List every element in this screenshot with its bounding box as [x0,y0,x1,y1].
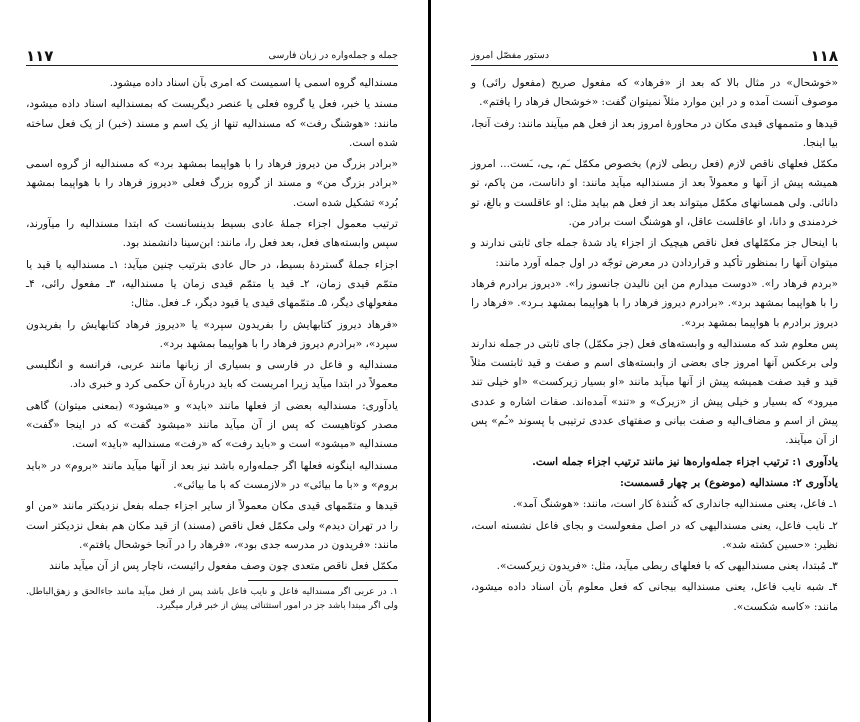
paragraph: مکمّل فعل ناقص متعدی چون وصف مفعول رائیست، ناچار پس از آن میآید مانند [49,560,398,573]
left-page-body [26,74,398,578]
paragraph: قیدها و متمّمهای قیدی مکان معمولاً از سایر اجزاء جمله بفعل نزدیکتر مانند «من او را در تهران دیدم» ولی مکمّل فعل ناقص (مسند) از قید مکان هم بفعل نزدیکتر است مانند: «فریدون در مدرسه جدی بود»، «فرهاد را در آنجا خوشحال یافتم». [26,500,398,551]
list-item: ۱ـ فاعل، یعنی مسندالیه جانداری که کُنندهٔ کار است، مانند: «هوشنگ آمد». [512,498,838,511]
page-number: ۱۱۷ [26,47,54,65]
running-title: دستور مفصّل امروز [471,50,550,61]
list-item: ۴ـ شبه نایب فاعل، یعنی مسندالیه بیجانی که فعل معلوم بآن اسناد داده میشود، مانند: «کاسه شکست». [471,581,838,613]
left-page [0,0,428,722]
right-page [431,0,860,722]
list-item: ۳ـ مُبتدا، یعنی مسندالیهی که با فعلهای ربطی میآید، مثل: «فریدون زیرکست». [496,560,838,573]
paragraph: قیدها و متممهای قیدی مکان در محاورهٔ امروز بعد از فعل هم میآیند مانند: رفت آنجا، بیا اینجا. [471,117,838,149]
paragraph: یادآوری: مسندالیه بعضی از فعلها مانند «باید» و «میشود» (بمعنی میتوان) گاهی مصدر کوتاهیست که پس از آن میآید مانند «میشود گفت» که در اینجا «گفت» مسندالیه «میشود» است و «باید رفت» که «رفت» مسندالیه «باید» است. [26,399,398,451]
paragraph: «برادر بزرگ من دیروز فرهاد را با هواپیما بمشهد برد» که مسندالیه از گروه اسمی «برادر بزرگ من» و مسند از گروه بزرگ فعلی «دیروز فرهاد را با هواپیما بمشهد بُرد» تشکیل شده است. [26,158,398,209]
paragraph: مکمّل فعلهای ناقص لازم (فعل ربطی لازم) بخصوص مکمّل ـَم، ـِی، ـَست... امروز همیشه پیش از آنها و معمولاً بعد از مسندالیه میآید مانند: او داناست، من پاکم، تو دانائی. ولی همسانهای مکمّل میتواند بعد از فعل هم بیاید مثل: او عاقلست و بالغ، تو خردمندی و دانا، او عاقلست عاقل، او هوشنگ است برادر من. [471,158,838,229]
paragraph: اجزاء جملهٔ گستردهٔ بسیط، در حال عادی بترتیب چنین میآید: ۱ـ مسندالیه یا قید یا متمّم قیدی زمان، ۲ـ قید یا متمّم قیدی زمان یا مسندالیه، ۳ـ مفعول رائی، ۴ـ مفعولهای دیگر، ۵ـ متمّمهای قیدی یا قیود دیگر، ۶ـ فعل. مثال: [26,258,398,310]
paragraph: با اینحال جز مکمّلهای فعل ناقص هیچیک از اجزاء یاد شدهٔ جمله جای ثابتی ندارند و میتوان آنها را بمنظور تأکید و قراردادن در معرض توجّه در اول جمله آورد مانند: [471,237,838,269]
note-paragraph: یادآوری ۱: ترتیب اجزاء جمله‌واره‌ها نیز مانند ترتیب اجزاء جمله است. [532,455,838,468]
list-item: ۲ـ نایب فاعل، یعنی مسندالیهی که در اصل مفعولست و بجای فاعل نشسته است، نظیر: «حسین کشته شد». [471,519,838,551]
left-page-header [26,43,398,66]
footnote: ۱. در عربی اگر مسندالیه فاعل و نایب فاعل باشد پس از فعل میآید مانند جاءالحق و زهق‌الباطل. ولی اگر مبتدا باشد جز در امور استثنائی پیش از خبر قرار میگیرد. [26,587,398,611]
paragraph: «خوشحال» در مثال بالا که بعد از «فرهاد» که مفعول صریح (مفعول رائی) و موصوف آنست آمده و در این موارد مثلاً نمیتوان گفت: «خوشحال فرهاد را یافتم». [471,77,838,109]
paragraph: پس معلوم شد که مسندالیه و وابسته‌های فعل (جز مکمّل) جای ثابتی در جمله ندارند ولی برعکس آنها امروز جای بعضی از وابسته‌های اسم و صفت و قید ثابتست مثلاً قید و قید صفت همیشه پیش از آنها میآید مانند «او بسیار زیرکست» «او خیلی تند میرود» که بسیار و خیلی پیش از «زیرک» و «تند» آمده‌اند. صفات اشاره و عددی پیش از اسم و مضاف‌الیه و صفت بیانی و صفتهای عددی ترتیبی با پسوند «ـُم» پس از آن میآیند. [471,337,838,447]
right-page-body [471,74,838,619]
paragraph: مسندالیه و فاعل در فارسی و بسیاری از زبانها مانند عربی، فرانسه و انگلیسی معمولاً در ابتدا میآید زیرا امریست که باید دربارهٔ آن حکمی کرد و خبری داد. [26,359,398,391]
running-title: جمله و جمله‌واره در زبان فارسی [268,50,398,61]
paragraph: «بردم فرهاد را». «دوست میدارم من این نالیدن جانسوز را». «دیروز برادرم فرهاد را با هواپیما بمشهد برد». «برادرم دیروز فرهاد را با هواپیما بمشهد بـرد». «فرهاد را دیروز برادرم با هواپیما بمشهد برد». [471,277,838,329]
right-page-header [471,43,838,66]
footnote-rule [248,580,398,581]
note-paragraph: یادآوری ۲: مسندالیه (موضوع) بر چهار قسمست: [620,476,838,489]
paragraph: مسند یا خبر، فعل یا گروه فعلی یا عنصر دیگریست که بمسندالیه اسناد داده میشود، مانند: «هوشنگ رفت» که مسندالیه تنها از یک اسم و مسند (خبر) از یک فعل ساخته شده است. [26,98,398,149]
paragraph: ترتیب معمول اجزاء جملهٔ عادی بسیط بدینسانست که ابتدا مسندالیه را میآورند، سپس وابسته‌های فعل، بعد فعل را، مانند: ابن‌سینا دانشمند بود. [26,218,398,250]
paragraph: «فرهاد دیروز کتابهایش را بفریدون سپرد» یا «دیروز فرهاد کتابهایش را بفریدون سپرد»، «برادرم دیروز فرهاد را با هواپیما بمشهد برد». [26,318,398,350]
paragraph: مسندالیه گروه اسمی یا اسمیست که امری بآن اسناد داده میشود. [109,77,398,89]
page-number: ۱۱۸ [810,47,838,65]
paragraph: مسندالیه اینگونه فعلها اگر جمله‌واره باشد نیز بعد از آنها میآید مانند «بروم» در «باید بروم» و «با ما بیائی» در «لازمست که با ما بیائی». [26,459,398,491]
